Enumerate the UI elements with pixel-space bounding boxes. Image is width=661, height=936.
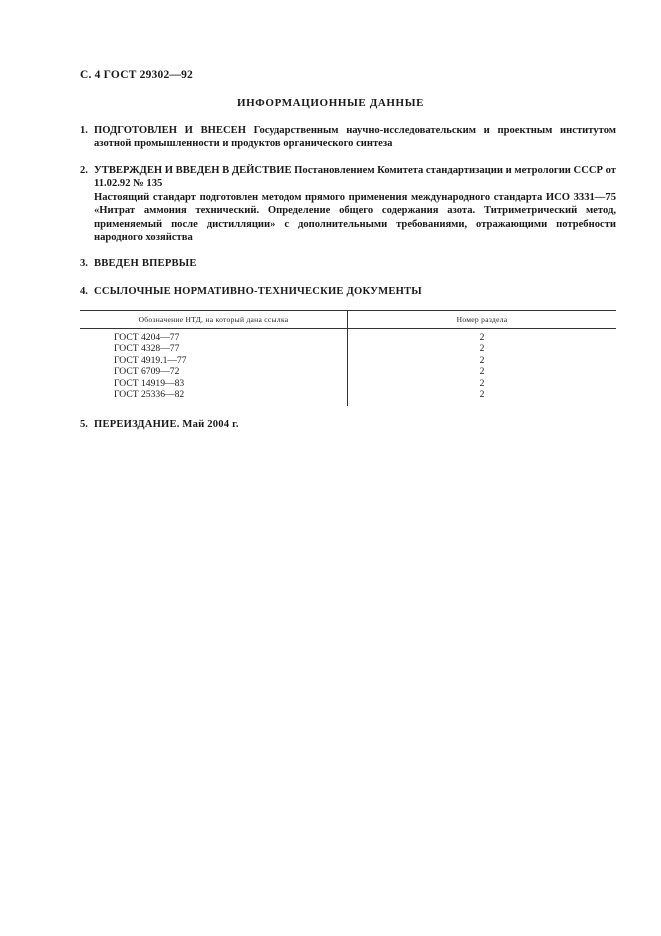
- table-header-section: Номер раздела: [456, 315, 508, 324]
- table-row: [80, 332, 616, 343]
- table-row: [80, 355, 616, 366]
- table-cell-section: 2: [479, 366, 485, 378]
- item-text: Государственным научно-исследовательским и проектным институтом азотной промышленности и продуктов органического синтеза: [94, 125, 617, 150]
- table-row: [80, 343, 616, 354]
- info-item-1: [80, 124, 616, 151]
- item-number: 2.: [80, 165, 88, 176]
- table-cell-section: 2: [479, 377, 485, 389]
- item-heading: ССЫЛОЧНЫЕ НОРМАТИВНО-ТЕХНИЧЕСКИЕ ДОКУМЕНТЫ: [94, 286, 422, 297]
- table-cell-section: 2: [479, 354, 485, 366]
- section-title: ИНФОРМАЦИОННЫЕ ДАННЫЕ: [236, 97, 425, 109]
- info-item-4: [80, 285, 616, 298]
- item-body: [94, 124, 616, 151]
- item-heading: ВВЕДЕН ВПЕРВЫЕ: [94, 258, 197, 269]
- table-cell-designation: ГОСТ 4328—77: [114, 343, 180, 355]
- table-cell-section: 2: [479, 332, 485, 343]
- table-row: [80, 389, 616, 400]
- table-top-rule: [80, 310, 616, 311]
- item-heading: ПЕРЕИЗДАНИЕ. Май 2004 г.: [94, 419, 239, 430]
- table-cell-section: 2: [479, 343, 485, 355]
- item-number: 1.: [80, 125, 88, 136]
- table-row: [80, 378, 616, 389]
- table-cell-designation: ГОСТ 4919.1—77: [114, 354, 187, 366]
- table-cell-designation: ГОСТ 6709—72: [114, 366, 180, 378]
- table-header-rule: [80, 328, 616, 329]
- item-heading: УТВЕРЖДЕН И ВВЕДЕН В ДЕЙСТВИЕ: [94, 165, 292, 176]
- table-cell-designation: ГОСТ 14919—83: [114, 377, 185, 389]
- item-heading: ПОДГОТОВЛЕН И ВНЕСЕН: [94, 125, 246, 136]
- table-header-designation: Обозначение НТД, на который дана ссылка: [138, 315, 289, 324]
- item-number: 3.: [80, 258, 88, 269]
- info-item-5: [80, 418, 616, 431]
- table-cell-section: 2: [479, 388, 485, 400]
- item-number: 5.: [80, 419, 88, 430]
- item-body: [94, 164, 616, 244]
- item-paragraph: Настоящий стандарт подготовлен методом прямого применения международного стандарта ИСО 3331—75 «Нитрат аммония технический. Определение общего содержания азота. Титриметрический метод, применяемый после дистилляции» с дополнительными требованиями, отражающими потребности народного хозяйства: [94, 191, 616, 244]
- table-body: [80, 332, 616, 400]
- table-cell-designation: ГОСТ 25336—82: [114, 388, 185, 400]
- info-item-2: [80, 164, 616, 244]
- reference-table: [80, 310, 616, 406]
- item-number: 4.: [80, 286, 88, 297]
- table-row: [80, 366, 616, 377]
- info-item-3: [80, 257, 616, 270]
- page-header: С. 4 ГОСТ 29302—92: [80, 69, 193, 81]
- table-cell-designation: ГОСТ 4204—77: [114, 332, 180, 343]
- item-text: Постановлением Комитета стандартизации и метрологии СССР от 11.02.92 № 135: [94, 165, 616, 190]
